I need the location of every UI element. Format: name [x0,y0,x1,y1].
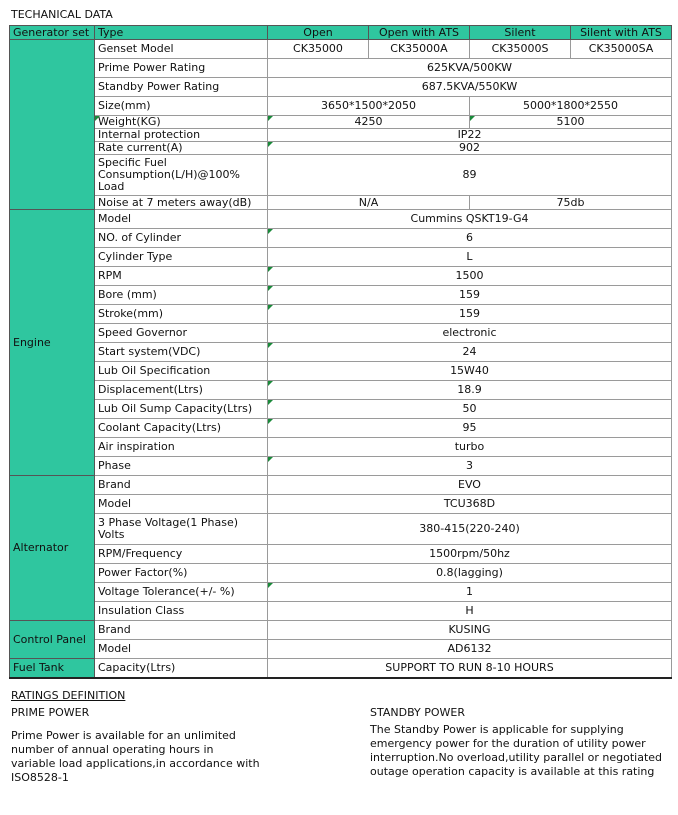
header-silent: Silent [470,26,571,40]
row-label: Cylinder Type [95,248,268,267]
header-silent-ats: Silent with ATS [571,26,672,40]
ratings-heading: RATINGS DEFINITION [11,689,126,702]
header-open-ats: Open with ATS [369,26,470,40]
cell-value: 380-415(220-240) [268,514,672,545]
cell-value: 1500 [268,267,672,286]
row-label: Prime Power Rating [95,59,268,78]
table-row [10,229,672,248]
table-row [10,476,672,495]
table-row [10,142,672,155]
prime-power-title: PRIME POWER [11,706,90,719]
row-label: Weight(KG) [95,116,268,129]
table-row [10,267,672,286]
table-row [10,155,672,196]
cell-value: IP22 [268,129,672,142]
cell-value: 18.9 [268,381,672,400]
cell-value: SUPPORT TO RUN 8-10 HOURS [268,659,672,678]
row-label: Speed Governor [95,324,268,343]
row-label: NO. of Cylinder [95,229,268,248]
table-row [10,324,672,343]
table-row [10,381,672,400]
row-label: Phase [95,457,268,476]
row-label: Brand [95,476,268,495]
cell-value: 5000*1800*2550 [470,97,672,116]
cell-value: 3 [268,457,672,476]
alternator-group: Alternator [10,476,95,621]
cell-value: 4250 [268,116,470,129]
row-label: Power Factor(%) [95,564,268,583]
genset-group [10,40,95,210]
row-label: RPM/Frequency [95,545,268,564]
cell-value: 24 [268,343,672,362]
cell-value: CK35000 [268,40,369,59]
table-row [10,545,672,564]
prime-power-text: Prime Power is available for an unlimited number of annual operating hours in variable load applications,in accordance with ISO8528-1 [11,729,260,784]
cell-value: 75db [470,196,672,210]
cell-value: electronic [268,324,672,343]
cell-value: AD6132 [268,640,672,659]
cell-value: 687.5KVA/550KW [268,78,672,97]
control-panel-group: Control Panel [10,621,95,659]
row-label: Specific Fuel Consumption(L/H)@100% Load [95,155,268,196]
cell-value: H [268,602,672,621]
header-group: Generator set [10,26,95,40]
table-row [10,457,672,476]
header-type: Type [95,26,268,40]
cell-value: 89 [268,155,672,196]
row-label: Size(mm) [95,97,268,116]
row-label: Model [95,640,268,659]
table-row [10,362,672,381]
cell-value: CK35000S [470,40,571,59]
row-label: Standby Power Rating [95,78,268,97]
table-row [10,210,672,229]
row-label: Genset Model [95,40,268,59]
table-row [10,97,672,116]
row-label: Start system(VDC) [95,343,268,362]
header-open: Open [268,26,369,40]
table-row [10,196,672,210]
table-row [10,78,672,97]
standby-power-title: STANDBY POWER [370,706,465,719]
table-row [10,602,672,621]
cell-value: 0.8(lagging) [268,564,672,583]
row-label: Internal protection [95,129,268,142]
cell-value: EVO [268,476,672,495]
engine-group: Engine [10,210,95,476]
row-label: Coolant Capacity(Ltrs) [95,419,268,438]
cell-value: KUSING [268,621,672,640]
cell-value: L [268,248,672,267]
table-row [10,438,672,457]
row-label: Model [95,495,268,514]
row-label: Displacement(Ltrs) [95,381,268,400]
row-label: RPM [95,267,268,286]
cell-value: 1 [268,583,672,602]
cell-value: 625KVA/500KW [268,59,672,78]
row-label: Insulation Class [95,602,268,621]
table-row [10,59,672,78]
spec-table [9,25,672,679]
cell-value: Cummins QSKT19-G4 [268,210,672,229]
row-label: Brand [95,621,268,640]
row-label: Noise at 7 meters away(dB) [95,196,268,210]
cell-value: 159 [268,286,672,305]
cell-value: 50 [268,400,672,419]
table-row [10,419,672,438]
cell-value: 159 [268,305,672,324]
row-label: 3 Phase Voltage(1 Phase) Volts [95,514,268,545]
table-row [10,621,672,640]
cell-value: 15W40 [268,362,672,381]
table-row [10,564,672,583]
cell-value: 1500rpm/50hz [268,545,672,564]
row-label: Rate current(A) [95,142,268,155]
table-row [10,248,672,267]
fuel-tank-group: Fuel Tank [10,659,95,678]
row-label: Model [95,210,268,229]
header-row [10,26,672,40]
cell-value: TCU368D [268,495,672,514]
cell-value: 902 [268,142,672,155]
row-label: Air inspiration [95,438,268,457]
table-row [10,495,672,514]
cell-value: 95 [268,419,672,438]
row-label: Lub Oil Specification [95,362,268,381]
cell-value: 5100 [470,116,672,129]
table-row [10,116,672,129]
row-label: Stroke(mm) [95,305,268,324]
cell-value: 3650*1500*2050 [268,97,470,116]
table-row [10,343,672,362]
cell-value: N/A [268,196,470,210]
page-title: TECHANICAL DATA [11,8,113,21]
table-row [10,305,672,324]
table-row [10,640,672,659]
table-row [10,286,672,305]
cell-value: CK35000A [369,40,470,59]
standby-power-text: The Standby Power is applicable for supplying emergency power for the duration of utility power interruption.No overload,utility parallel or negotiated outage operation capacity is available at this rating [370,723,663,778]
row-label: Capacity(Ltrs) [95,659,268,678]
row-label: Voltage Tolerance(+/- %) [95,583,268,602]
cell-value: 6 [268,229,672,248]
table-row [10,40,672,59]
table-row [10,129,672,142]
table-row [10,400,672,419]
cell-value: CK35000SA [571,40,672,59]
table-row [10,583,672,602]
table-row [10,659,672,678]
cell-value: turbo [268,438,672,457]
table-row [10,514,672,545]
row-label: Lub Oil Sump Capacity(Ltrs) [95,400,268,419]
row-label: Bore (mm) [95,286,268,305]
